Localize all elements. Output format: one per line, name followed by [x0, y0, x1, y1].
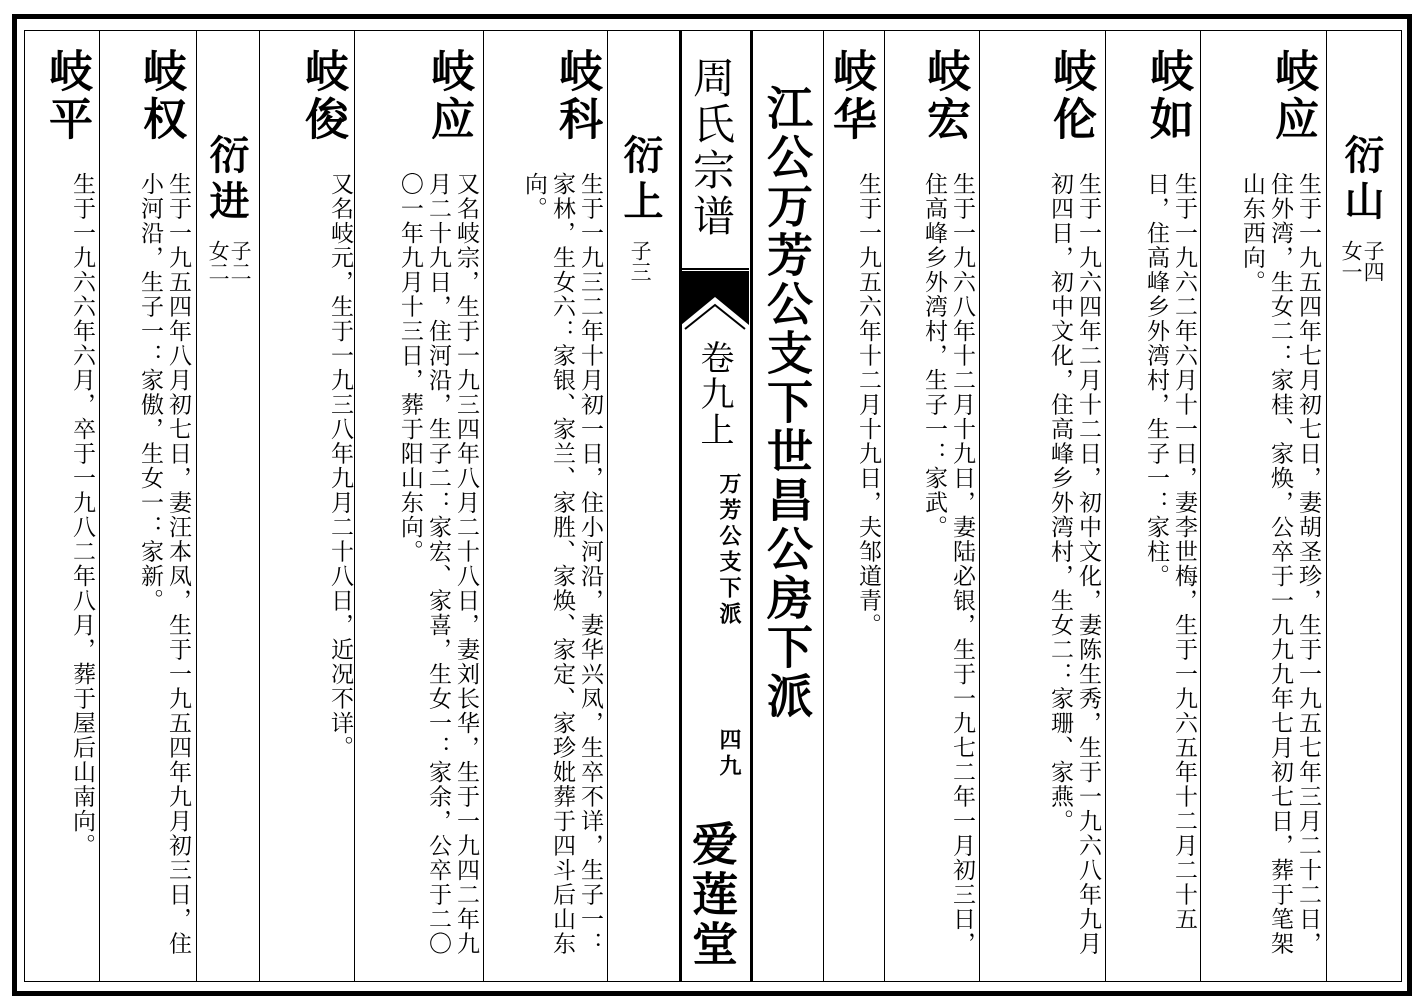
entry-text: 又名岐元，生于一九三八年九月二十八日，近况不详。 [327, 172, 353, 760]
entry-name: 岐华 [825, 48, 876, 144]
column-divider [483, 30, 484, 982]
entry-name: 岐应 [1267, 48, 1318, 144]
genealogy-title: 周氏宗谱 [687, 56, 736, 240]
entry-name: 岐权 [135, 48, 186, 144]
spine-border-right [750, 30, 753, 982]
entry-name: 岐宏 [919, 48, 970, 144]
column-divider [979, 30, 980, 982]
children-count: 女一 [1339, 240, 1364, 282]
column-divider [354, 30, 355, 982]
entry-text: 生于一九三二年十月初一日，住小河沿，妻华兴凤，生卒不详，生子一：家林，生女六：家银、家兰、家胜、家焕、家定、家珍妣葬于四斗后山东向。 [520, 172, 603, 956]
hall-name: 爱莲堂 [685, 820, 739, 970]
page-number: 四九 [716, 728, 742, 780]
entry-name: 岐伦 [1045, 48, 1096, 144]
column-divider [607, 30, 608, 982]
entry-name: 岐应 [423, 48, 474, 144]
column-divider [259, 30, 260, 982]
entry-name: 岐平 [41, 48, 92, 144]
spine-border-left [679, 30, 682, 982]
entry-text: 生于一九五六年十二月十九日，夫邹道青。 [855, 172, 881, 638]
branch-sub-label: 万芳公支下派 [716, 472, 742, 628]
entry-name: 岐俊 [297, 48, 348, 144]
column-divider [1105, 30, 1106, 982]
children-count: 子三 [628, 240, 653, 282]
column-divider [99, 30, 100, 982]
entry-name: 岐如 [1142, 48, 1193, 144]
column-divider [196, 30, 197, 982]
column-divider [1326, 30, 1327, 982]
entry-text: 生于一九五四年八月初七日，妻汪本凤，生于一九五四年九月初三日，住小河沿，生子一：家傲，生女一：家新。 [136, 172, 191, 956]
volume-label: 卷九上 [694, 340, 734, 448]
generation-name: 衍上 [617, 134, 664, 226]
entry-text: 生于一九六四年二月十二日，初中文化，妻陈生秀，生于一九六八年九月初四日，初中文化，住高峰乡外湾村，生女二：家珊、家燕。 [1046, 172, 1101, 956]
children-count: 子二 [228, 240, 253, 282]
generation-name: 衍山 [1338, 134, 1385, 226]
fishtail-mark [681, 271, 749, 331]
entry-text: 生于一九六六年六月，卒于一九八二年八月，葬于屋后山南向。 [69, 172, 95, 858]
entry-text: 生于一九六八年十二月十九日，妻陆必银，生于一九七二年一月初三日，住高峰乡外湾村，生子一：家武。 [920, 172, 975, 956]
children-count: 子四 [1361, 240, 1386, 282]
column-divider [823, 30, 824, 982]
entry-text: 又名岐宗，生于一九三四年八月二十八日，妻刘长华，生于一九四二年九月二十九日，住河沿，生子二：家宏、家喜，生女一：家余，公卒于二〇〇一年九月十三日，葬于阳山东向。 [396, 172, 479, 956]
generation-name: 衍进 [203, 134, 250, 226]
spine-rule [681, 268, 749, 270]
branch-title: 江公万芳公支下世昌公房下派 [760, 84, 814, 721]
column-divider [1200, 30, 1201, 982]
entry-text: 生于一九五四年七月初七日，妻胡圣珍，生于一九五七年三月二十二日，住外湾，生女二：家桂、家焕，公卒于一九九九年七月初七日，葬于笔架山东西向。 [1238, 172, 1321, 956]
entry-name: 岐科 [551, 48, 602, 144]
column-divider [884, 30, 885, 982]
entry-text: 生于一九六二年六月十一日，妻李世梅，生于一九六五年十二月二十五日，住高峰乡外湾村，生子一：家柱。 [1142, 172, 1197, 932]
children-count: 女二 [206, 240, 231, 282]
